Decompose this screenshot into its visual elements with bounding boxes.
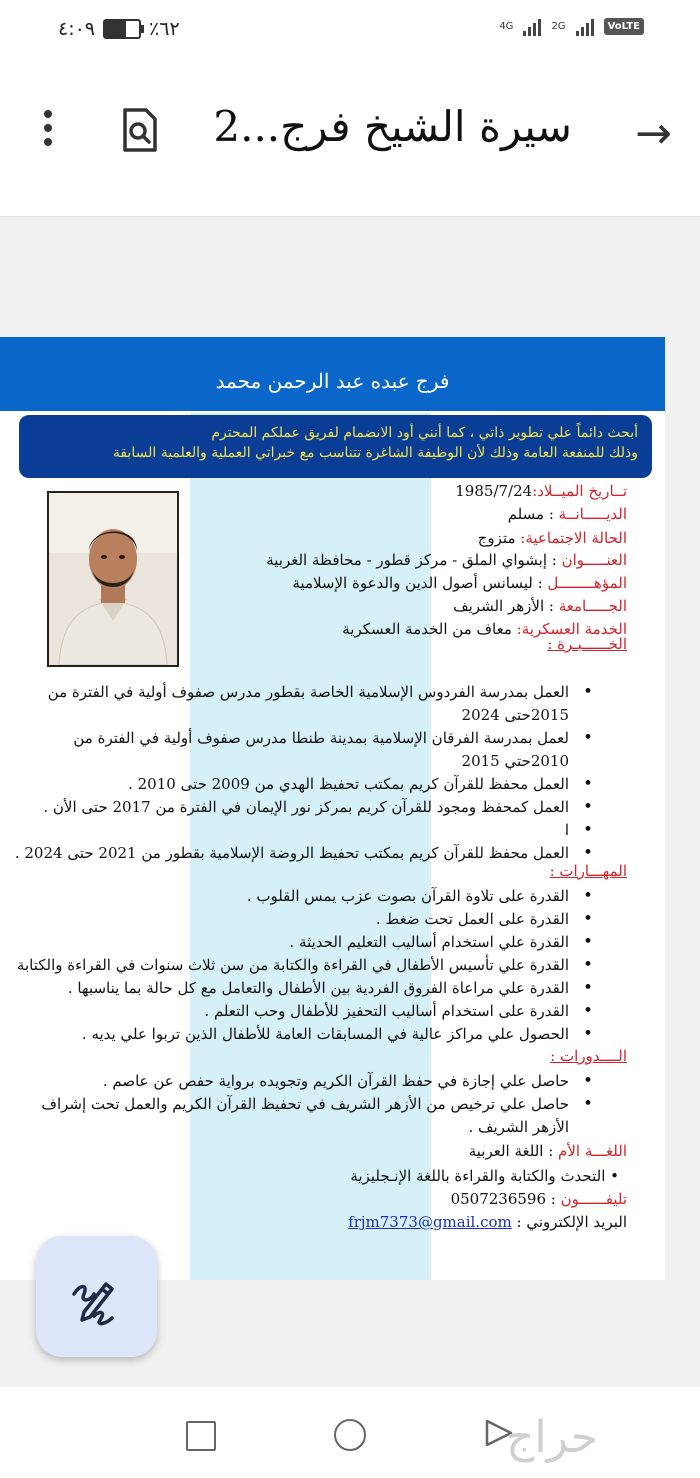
network-4g-label: 4G: [499, 20, 514, 32]
info-row: [266, 551, 627, 569]
list-item: • القدرة على استخدام أساليب التحفيز للأطفال وحب التعلم .: [0, 1000, 569, 1023]
list-item: • الحصول علي مراكز عالية في المسابقات العامة للأطفال الذين تربوا علي يديه .: [0, 1023, 569, 1046]
phone-label: تليفــــــون: [560, 1190, 627, 1208]
pen-edit-icon: [36, 1236, 157, 1357]
email-label: البريد الإلكتروني :: [516, 1213, 627, 1231]
signal-icon-2: [576, 16, 594, 36]
status-bar: [0, 0, 700, 62]
list-item: • العمل محفظ للقرآن كريم بمكتب تحفيظ الهدي من 2009 حتى 2010 .: [9, 773, 569, 796]
home-button[interactable]: [334, 1419, 366, 1451]
experience-list: [9, 681, 609, 865]
name-banner: [0, 337, 665, 411]
network-2g-label: 2G: [551, 20, 566, 32]
info-value: : الأزهر الشريف: [453, 597, 559, 615]
list-item: • القدرة علي مراعاة الفروق الفردية بين الأطفال والتعامل مع كل حالة بما يناسبها .: [0, 977, 569, 1000]
volte-badge: VoLTE: [604, 18, 644, 35]
info-label: العنـــــوان: [561, 551, 627, 569]
courses-heading: الــــدورات :: [550, 1047, 627, 1065]
mother-tongue-row: [469, 1142, 627, 1160]
status-left: [58, 18, 180, 40]
profile-photo: [47, 491, 179, 667]
courses-list: [9, 1070, 609, 1139]
battery-fill: [105, 21, 126, 37]
info-label: الخدمة العسكرية:: [516, 620, 627, 638]
info-row: [478, 529, 627, 547]
phone-value: : 0507236596: [450, 1190, 561, 1208]
info-row: [455, 482, 627, 500]
email-link[interactable]: frjm7373@gmail.com: [348, 1213, 512, 1231]
objective-box: [19, 415, 652, 478]
find-in-document-icon[interactable]: [122, 108, 158, 152]
info-row: [292, 574, 627, 592]
list-item: • ا: [9, 819, 569, 842]
list-item: • القدرة علي تأسيس الأطفال في القراءة والكتابة من سن ثلاث سنوات في القراءة والكتابة: [0, 954, 569, 977]
objective-line-1: أبحث دائماً علي تطوير ذاتي ، كما أنني أود الانضمام لفريق عملكم المحترم: [211, 425, 638, 441]
clock: ٤:٠٩: [58, 18, 96, 40]
info-row: [453, 597, 627, 615]
objective-line-2: وذلك للمنفعة العامة وذلك لأن الوظيفة الشاغرة تتناسب مع خبراتي العملية والعلمية السابقة: [112, 445, 638, 461]
skills-list: [0, 885, 609, 1046]
watermark-logo: حراج: [506, 1412, 599, 1463]
person-name: فرج عبده عبد الرحمن محمد: [215, 369, 450, 393]
signal-icon: [523, 16, 541, 36]
info-label: الجـــــامعة: [558, 597, 627, 615]
info-value: : مسلم: [507, 505, 559, 523]
edit-fab-button[interactable]: [36, 1236, 157, 1357]
info-value: : ليسانس أصول الدين والدعوة الإسلامية: [292, 574, 548, 592]
experience-heading: الخــــــبـرة :: [547, 635, 627, 653]
status-right: [499, 16, 644, 36]
skills-heading: المهـــارات :: [549, 862, 627, 880]
list-item: • القدرة علي استخدام أساليب التعليم الحديثة .: [0, 931, 569, 954]
list-item: • حاصل علي إجازة في حفظ القرآن الكريم وتجويده برواية حفص عن عاصم .: [9, 1070, 569, 1093]
info-value: : إبشواي الملق - مركز قطور - محافظة الغربية: [266, 551, 562, 569]
mother-tongue-label: اللغـــة الأم: [558, 1142, 627, 1160]
info-label: الديـــــانــة: [558, 505, 627, 523]
more-options-icon[interactable]: [42, 110, 54, 150]
email-row: [348, 1213, 627, 1231]
list-item: • لعمل بمدرسة الفرقان الإسلامية بمدينة طنطا مدرس صفوف أولية في الفترة من 2010حتي 2015: [9, 727, 569, 773]
document-title: سيرة الشيخ فرج...2: [213, 102, 572, 151]
list-item: • العمل بمدرسة الفردوس الإسلامية الخاصة بقطور مدرس صفوف أولية في الفترة من 2015حتى 2024: [9, 681, 569, 727]
list-item: • القدرة على العمل تحت ضغط .: [0, 908, 569, 931]
list-item: • حاصل علي ترخيص من الأزهر الشريف في تحفيظ القرآن الكريم والعمل تحت إشراف الأزهر الشريف .: [9, 1093, 569, 1139]
recent-apps-button[interactable]: [186, 1421, 216, 1451]
app-toolbar: [0, 62, 700, 217]
mother-tongue-value: : اللغة العربية: [468, 1142, 559, 1160]
battery-percent: ٪٦٢: [149, 18, 180, 40]
info-label: الحالة الاجتماعية:: [520, 529, 627, 547]
english-skill-line: • التحدث والكتابة والقراءة باللغة الإنـجليزية: [350, 1167, 619, 1185]
list-item: • القدرة على تلاوة القرآن بصوت عزب يمس القلوب .: [0, 885, 569, 908]
battery-icon: [103, 19, 141, 39]
info-row: [508, 505, 627, 523]
list-item: • العمل محفظ للقرآن كريم بمكتب تحفيظ الروضة الإسلامية بقطور من 2021 حتى 2024 .: [9, 842, 569, 865]
info-value: معاف من الخدمة العسكرية: [342, 620, 517, 638]
cv-page: [0, 337, 665, 1280]
info-value: متزوج: [477, 529, 521, 547]
info-value: 1985/7/24: [455, 482, 533, 500]
list-item: • العمل كمحفظ ومجود للقرآن كريم بمركز نور الإيمان في الفترة من 2017 حتى الأن .: [9, 796, 569, 819]
info-label: المؤهــــــــل: [547, 574, 627, 592]
avatar-image: [49, 493, 177, 665]
info-label: تــاريخ الميــلاد:: [532, 482, 627, 500]
phone-row: [451, 1190, 627, 1208]
back-arrow-icon[interactable]: →: [635, 108, 672, 159]
